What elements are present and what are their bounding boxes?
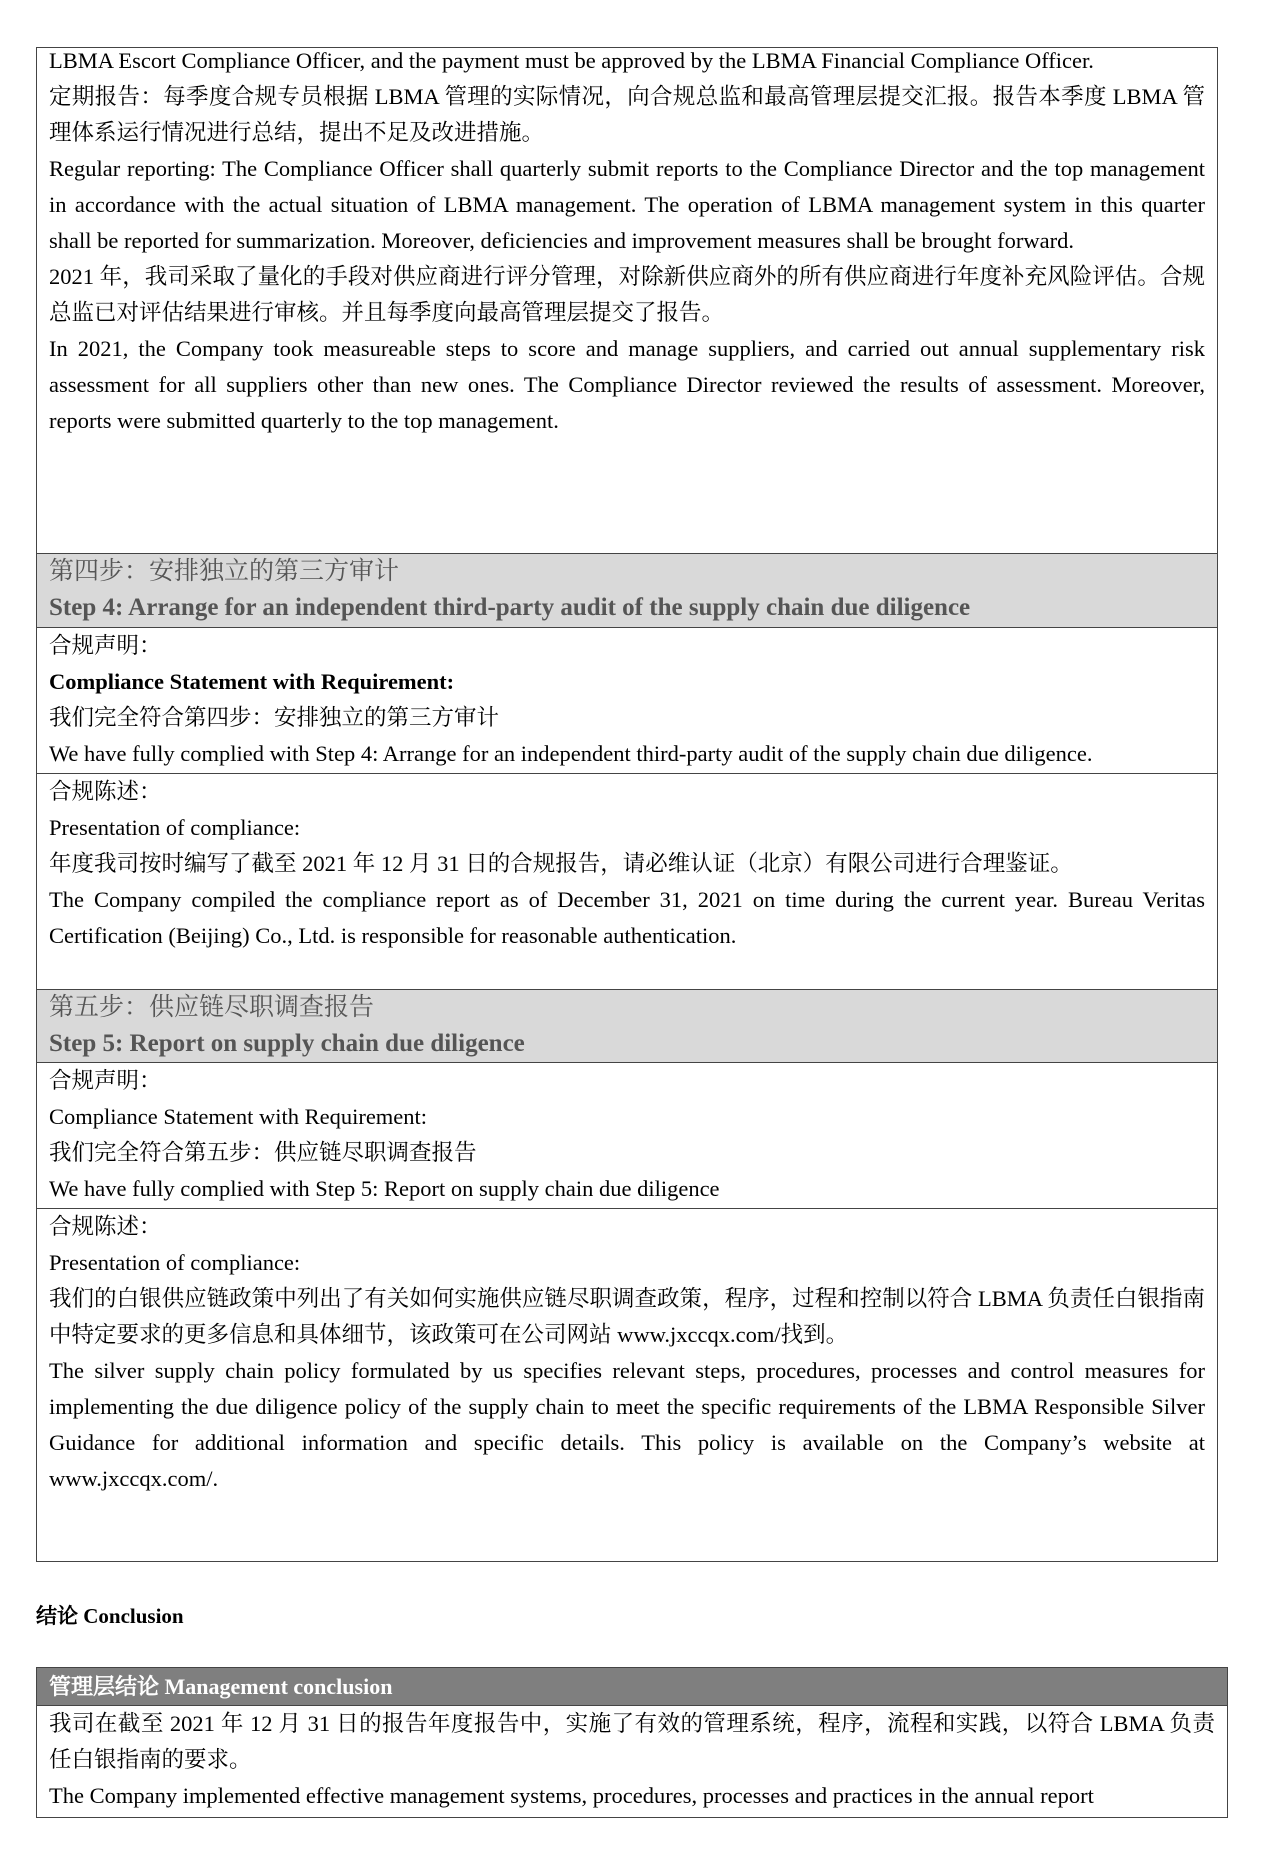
prev-paragraph-5: In 2021, the Company took measureable steps to score and manage suppliers, and carried out annual supplementary risk assessment for all suppliers other than new ones. The Compliance Director reviewed the results of assessment. Moreover, reports were submitted quarterly to the top management. — [49, 336, 1205, 433]
step4-presentation-en: The Company compiled the compliance report as of December 31, 2021 on time during the current year. Bureau Veritas Certification (Beijing) Co., Ltd. is responsible for reasonable authentication. — [49, 887, 1205, 948]
step4-title-zh: 第四步：安排独立的第三方审计 — [49, 558, 400, 585]
step5-presentation-label-en: Presentation of compliance: — [49, 1250, 301, 1275]
page-bottom-rule — [36, 1817, 1228, 1818]
step5-presentation-label-zh: 合规陈述： — [49, 1214, 162, 1239]
prev-paragraph-1: LBMA Escort Compliance Officer, and the payment must be approved by the LBMA Financial Compliance Officer. — [49, 48, 1094, 73]
step5-presentation-en: The silver supply chain policy formulated by us specifies relevant steps, procedures, processes and control measures for implementing the due diligence policy of the supply chain to meet the specific requirements of the LBMA Responsible Silver Guidance for additional information and specific details. This policy is available on the Company’s website at www.jxccqx.com/. — [49, 1358, 1205, 1491]
step5-header — [37, 989, 1217, 1063]
step5-statement-zh: 我们完全符合第五步：供应链尽职调查报告 — [49, 1140, 477, 1165]
step4-header — [37, 553, 1217, 628]
management-conclusion-header: 管理层结论 Management conclusion — [37, 1668, 1227, 1706]
step5-statement-label-en: Compliance Statement with Requirement: — [49, 1104, 428, 1129]
step5-presentation-zh: 我们的白银供应链政策中列出了有关如何实施供应链尽职调查政策，程序，过程和控制以符合 LBMA 负责任白银指南中特定要求的更多信息和具体细节，该政策可在公司网站 www.jxccqx.com/找到。 — [49, 1286, 1205, 1347]
step4-presentation-label-zh: 合规陈述： — [49, 779, 162, 804]
prev-paragraph-4: 2021 年，我司采取了量化的手段对供应商进行评分管理，对除新供应商外的所有供应商进行年度补充风险评估。合规总监已对评估结果进行审核。并且每季度向最高管理层提交了报告。 — [49, 264, 1205, 325]
step5-statement-cell — [37, 1063, 1217, 1208]
step5-title-en: Step 5: Report on supply chain due diligence — [49, 1030, 525, 1057]
step4-statement-label-en: Compliance Statement with Requirement: — [49, 669, 455, 694]
step5-presentation-cell — [37, 1208, 1217, 1561]
prev-paragraph-2: 定期报告：每季度合规专员根据 LBMA 管理的实际情况，向合规总监和最高管理层提交汇报。报告本季度 LBMA 管理体系运行情况进行总结，提出不足及改进措施。 — [49, 84, 1205, 145]
step5-statement-label-zh: 合规声明： — [49, 1068, 162, 1093]
step5-statement-en: We have fully complied with Step 5: Report on supply chain due diligence — [49, 1176, 720, 1201]
step4-presentation-label-en: Presentation of compliance: — [49, 815, 301, 840]
steps-table — [36, 47, 1218, 1562]
step4-presentation-zh: 年度我司按时编写了截至 2021 年 12 月 31 日的合规报告，请必维认证（北京）有限公司进行合理鉴证。 — [49, 851, 1073, 876]
step4-statement-en: We have fully complied with Step 4: Arrange for an independent third-party audit of the supply chain due diligence. — [49, 741, 1093, 766]
previous-step-cell — [37, 43, 1217, 439]
conclusion-paragraph-en: The Company implemented effective management systems, procedures, processes and practices in the annual report — [49, 1783, 1094, 1808]
step4-statement-label-zh: 合规声明： — [49, 633, 162, 658]
step4-statement-zh: 我们完全符合第四步：安排独立的第三方审计 — [49, 705, 500, 730]
step4-title-en: Step 4: Arrange for an independent third-party audit of the supply chain due diligence — [49, 594, 971, 621]
conclusion-heading: 结论 Conclusion — [36, 1604, 184, 1628]
management-conclusion-body — [37, 1706, 1227, 1814]
management-conclusion-table — [36, 1667, 1228, 1817]
conclusion-paragraph-zh: 我司在截至 2021 年 12 月 31 日的报告年度报告中，实施了有效的管理系统，程序，流程和实践，以符合 LBMA 负责任白银指南的要求。 — [49, 1711, 1215, 1772]
step5-title-zh: 第五步：供应链尽职调查报告 — [49, 994, 375, 1021]
step4-statement-cell — [37, 628, 1217, 773]
step4-presentation-cell — [37, 773, 1217, 989]
prev-paragraph-3: Regular reporting: The Compliance Officer shall quarterly submit reports to the Compliance Director and the top management in accordance with the actual situation of LBMA management. The operation of LBMA management system in this quarter shall be reported for summarization. Moreover, deficiencies and improvement measures shall be brought forward. — [49, 156, 1205, 253]
